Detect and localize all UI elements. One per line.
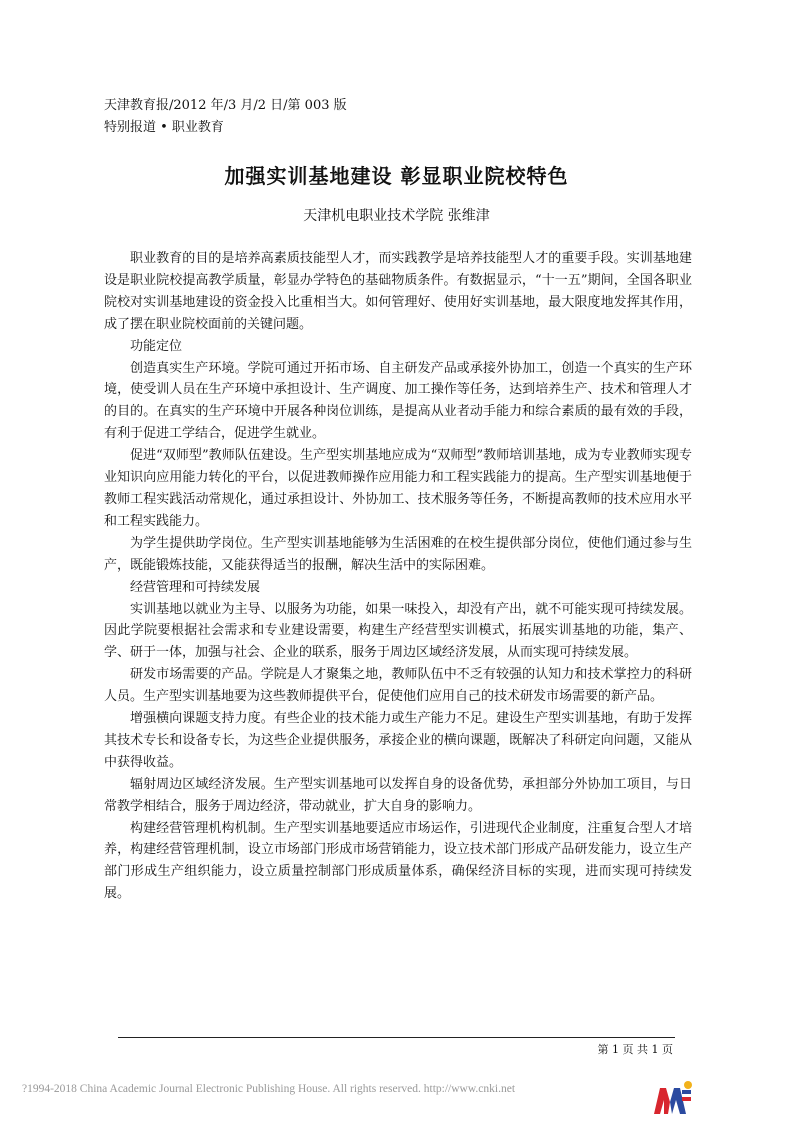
paragraph: 研发市场需要的产品。学院是人才聚集之地，教师队伍中不乏有较强的认知力和技术掌控力的科研人员。生产型实训基地要为这些教师提供平台，促使他们应用自己的技术研发市场需要的新产品。 xyxy=(104,667,692,705)
paragraph: 实训基地以就业为主导、以服务为功能，如果一味投入，却没有产出，就不可能实现可持续发展。因此学院要根据社会需求和专业建设需要，构建生产经营型实训模式，拓展实训基地的功能，集产、学、研于一体，加强与社会、企业的联系，服务于周边区域经济发展，从而实现可持续发展。 xyxy=(104,601,692,661)
footer-rule xyxy=(118,1037,675,1038)
cnki-logo-icon xyxy=(652,1080,694,1116)
paragraph: 构建经营管理机构机制。生产型实训基地要适应市场运作，引进现代企业制度，注重复合型人才培养，构建经营管理机制，设立市场部门形成市场营销能力，设立技术部门形成产品研发能力，设立生产部门形成生产组织能力，设立质量控制部门形成质量体系，确保经济目标的实现，进而实现可持续发展。 xyxy=(104,820,692,902)
paragraph: 增强横向课题支持力度。有些企业的技术能力或生产能力不足。建设生产型实训基地，有助于发挥其技术专长和设备专长，为这些企业提供服务，承接企业的横向课题，既解决了科研定向问题，又能从中获得收益。 xyxy=(104,711,692,770)
paragraph: 职业教育的目的是培养高素质技能型人才，而实践教学是培养技能型人才的重要手段。实训基地建设是职业院校提高教学质量，彰显办学特色的基础物质条件。有数据显示，“十一五”期间，全国各职业院校对实训基地建设的资金投入比重相当大。如何管理好、使用好实训基地，最大限度地发挥其作用，成了摆在职业院校面前的关键问题。 xyxy=(104,251,692,332)
article-author: 天津机电职业技术学院 张维津 xyxy=(303,208,490,224)
paragraph: 为学生提供助学岗位。生产型实训基地能够为生活困难的在校生提供部分岗位，使他们通过参与生产，既能锻炼技能，又能获得适当的报酬，解决生活中的实际困难。 xyxy=(104,535,692,573)
article-body xyxy=(104,248,692,905)
page-number: 第 1 页 共 1 页 xyxy=(597,1043,673,1056)
paragraph: 促进“双师型”教师队伍建设。生产型实圳基地应成为“双师型”教师培训基地，成为专业教师实现专业知识向应用能力转化的平台，以促进教师操作应用能力和工程实践能力的提高。生产型实训基地便于教师工程实践活动常规化，通过承担设计、外协加工、技术服务等任务，不断提高教师的技术应用水平和工程实践能力。 xyxy=(104,448,692,529)
paragraph: 创造真实生产环境。学院可通过开拓市场、自主研发产品或承接外协加工，创造一个真实的生产环境，使受训人员在生产环境中承担设计、生产调度、加工操作等任务，达到培养生产、技术和管理人才的目的。在真实的生产环境中开展各种岗位训练，是提高从业者动手能力和综合素质的最有效的手段，有利于促进工学结合，促进学生就业。 xyxy=(104,360,692,442)
section-heading: 经营管理和可持续发展 xyxy=(130,579,261,595)
article-title: 加强实训基地建设 彰显职业院校特色 xyxy=(224,164,569,188)
source-line: 天津教育报/2012 年/3 月/2 日/第 003 版 xyxy=(104,98,347,113)
section-line: 特别报道 • 职业教育 xyxy=(104,120,224,135)
section-heading: 功能定位 xyxy=(130,338,183,354)
copyright-footer: ?1994-2018 China Academic Journal Electronic Publishing House. All rights reserved. http://www.cnki.net xyxy=(22,1083,516,1095)
paragraph: 辐射周边区域经济发展。生产型实训基地可以发挥自身的设备优势，承担部分外协加工项目，与日常教学相结合，服务于周边经济，带动就业，扩大自身的影响力。 xyxy=(104,776,692,814)
